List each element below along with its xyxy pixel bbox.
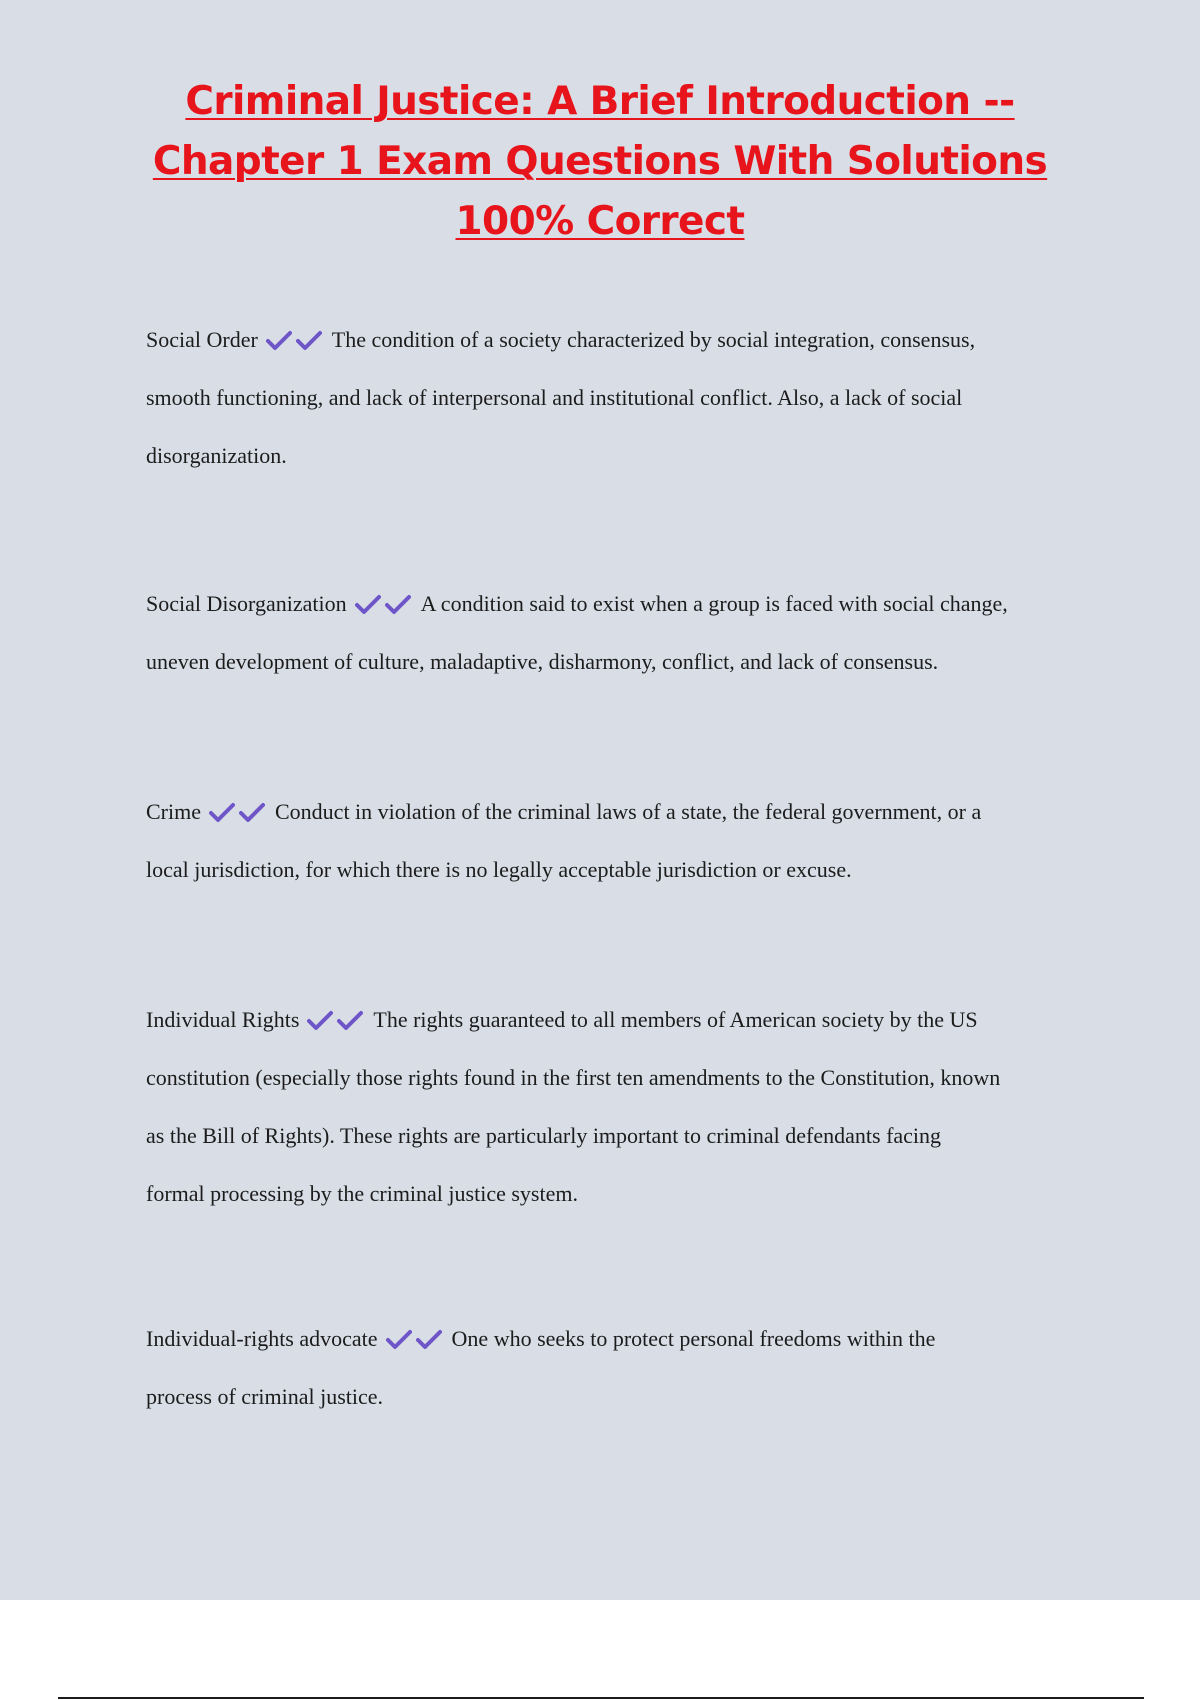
footer-divider bbox=[58, 1697, 1144, 1699]
checkmark-icon bbox=[386, 1314, 414, 1336]
entry-definition-line: One who seeks to protect personal freedoms within the bbox=[451, 1326, 936, 1351]
qa-entry-individual-rights bbox=[146, 991, 1096, 1223]
checkmark-icon bbox=[239, 787, 267, 809]
entry-definition-line: The rights guaranteed to all members of American society by the US bbox=[373, 1007, 978, 1032]
checkmark-icon bbox=[337, 995, 365, 1017]
checkmark-icon bbox=[355, 579, 383, 601]
entry-term: Social Disorganization bbox=[146, 591, 347, 616]
entry-line bbox=[146, 1310, 1096, 1368]
entry-term: Individual Rights bbox=[146, 1007, 300, 1032]
checkmark-icon bbox=[385, 579, 413, 601]
entry-definition-line: smooth functioning, and lack of interpersonal and institutional conflict. Also, a lack of social bbox=[146, 385, 963, 410]
qa-entry-individual-rights-advocate bbox=[146, 1310, 1096, 1426]
entry-definition-line: formal processing by the criminal justice system. bbox=[146, 1181, 578, 1206]
entry-definition-line: A condition said to exist when a group is faced with social change, bbox=[420, 591, 1008, 616]
qa-entry-social-disorganization bbox=[146, 575, 1096, 691]
entry-definition-line: Conduct in violation of the criminal laws of a state, the federal government, or a bbox=[275, 799, 982, 824]
entry-definition-line: disorganization. bbox=[146, 443, 287, 468]
entry-term: Social Order bbox=[146, 327, 258, 352]
entry-term: Crime bbox=[146, 799, 201, 824]
checkmark-icon bbox=[209, 787, 237, 809]
entry-definition-line: as the Bill of Rights). These rights are particularly important to criminal defendants facing bbox=[146, 1123, 942, 1148]
qa-entry-social-order bbox=[146, 311, 1096, 485]
entry-line bbox=[146, 575, 1096, 633]
entry-definition-line: constitution (especially those rights found in the first ten amendments to the Constitution, known bbox=[146, 1065, 1001, 1090]
title-line-1: Criminal Justice: A Brief Introduction -- bbox=[185, 79, 1015, 124]
qa-entry-crime bbox=[146, 783, 1096, 899]
checkmark-icon bbox=[307, 995, 335, 1017]
document-title bbox=[0, 72, 1200, 252]
entry-definition-line: process of criminal justice. bbox=[146, 1384, 384, 1409]
entry-line bbox=[146, 783, 1096, 841]
title-line-2: Chapter 1 Exam Questions With Solutions bbox=[152, 139, 1048, 184]
checkmark-icon bbox=[296, 315, 324, 337]
checkmark-icon bbox=[266, 315, 294, 337]
checkmark-icon bbox=[416, 1314, 444, 1336]
title-line-3: 100% Correct bbox=[455, 199, 745, 244]
entry-line bbox=[146, 991, 1096, 1049]
entry-definition-line: The condition of a society characterized by social integration, consensus, bbox=[331, 327, 976, 352]
entry-line bbox=[146, 311, 1096, 369]
entry-definition-line: uneven development of culture, maladaptive, disharmony, conflict, and lack of consensus. bbox=[146, 649, 939, 674]
entry-term: Individual-rights advocate bbox=[146, 1326, 378, 1351]
entry-definition-line: local jurisdiction, for which there is no legally acceptable jurisdiction or excuse. bbox=[146, 857, 852, 882]
